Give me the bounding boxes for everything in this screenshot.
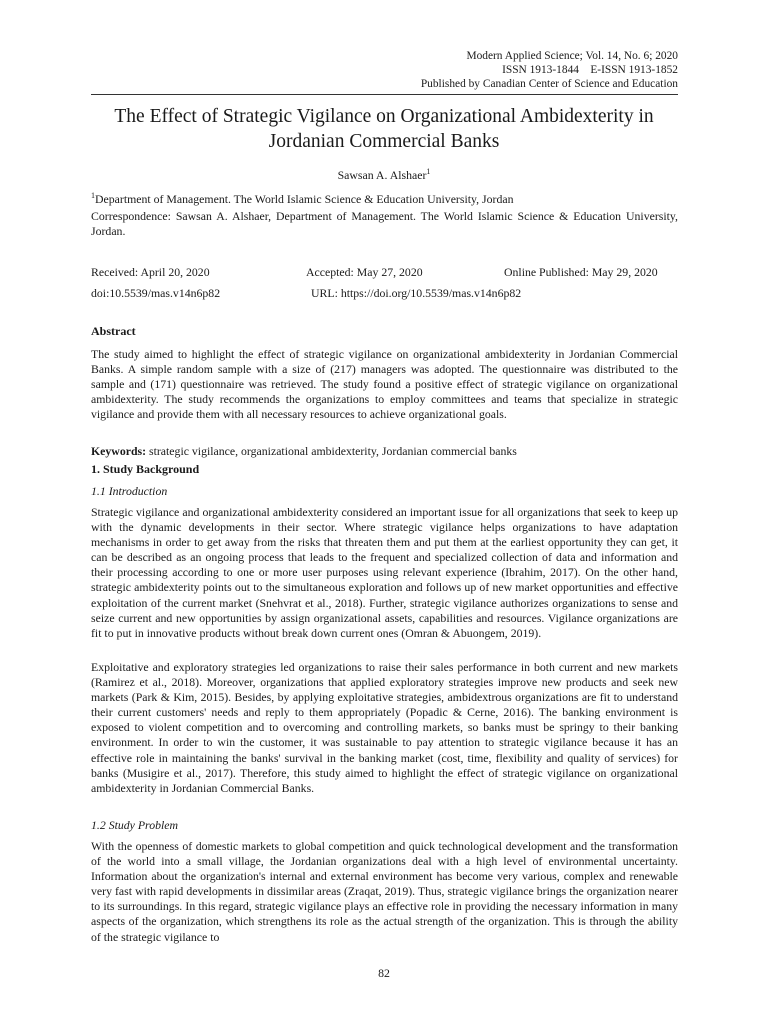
journal-header [421,49,678,91]
author-line [0,167,768,183]
journal-issn: ISSN 1913-1844 E-ISSN 1913-1852 [502,64,678,76]
header-divider [91,94,678,95]
journal-publisher: Published by Canadian Center of Science and Education [420,78,678,90]
keywords [91,444,517,459]
url-link[interactable]: URL: https://doi.org/10.5539/mas.v14n6p82 [311,286,522,300]
affiliation-superscript: 1 [91,191,95,200]
subsection-study-problem: 1.2 Study Problem [91,818,179,832]
doi-text: doi:10.5539/mas.v14n6p82 [91,286,221,300]
introduction-paragraph-2: Exploitative and exploratory strategies led organizations to raise their sales performance in both current and new markets (Ramirez et al., 2018). Moreover, organizations that applied exploratory strategies improve new products and seek new markets (Park & Kim, 2015). Besides, by applying exploitative strategies, ambidextrous organizations are fit to understand their current customers' needs and reply to them appropriately (Popadic & Cerne, 2016). The banking environment is exposed to violent competition and to overcoming and controlling markets, so banks must be springy to their banking environment. In order to win the customer, it was sustainable to pay attention to strategic vigilance because it has an effective role in maintaining the banks' survival in the banking market (cost, time, flexibility and quality of services) for banks (Musigire et al., 2017). Therefore, this study aimed to highlight the effect of strategic vigilance on organizational ambidexterity in Jordanian Commercial Banks. [91,660,678,795]
paper-title [80,104,688,154]
author-superscript: 1 [426,167,431,176]
page-number: 82 [378,966,390,980]
affiliation-text: Department of Management. The World Islamic Science & Education University, Jordan [95,191,514,206]
abstract-text: The study aimed to highlight the effect of strategic vigilance on organizational ambidexterity in Jordanian Commercial Banks. A simple random sample with a size of (217) managers was adopted. The questionnaire was distributed to the sample and (171) questionnaire was retrieved. The study found a positive effect of strategic vigilance on organizational ambidexterity. The study recommends the organizations to employ committees and teams that specialize in strategic vigilance and provide them with all necessary resources to achieve organizational goals. [91,347,678,422]
affiliation [91,188,678,207]
author-name: Sawsan A. Alshaer [337,167,427,182]
accepted-date: Accepted: May 27, 2020 [306,265,423,279]
introduction-paragraph-1: Strategic vigilance and organizational ambidexterity considered an important issue for all organizations that seek to keep up with the dynamic developments in their sector. Where strategic vigilance helps organizations to have adaptation mechanisms in order to get away from the risks that threaten them and put them at the earliest opportunity they can get, it can be described as an ongoing process that leads to the frequent and specialized collection of data and information and their processing according to one or more user purposes using relevant experience (Ibrahim, 2017). On the other hand, strategic ambidexterity points out to the simultaneous exploration and follows up of new market opportunities and effective exploitation of the current market (Snehvrat et al., 2018). Further, strategic vigilance authorizes organizations to sense and seize current and new opportunities by assign organizational assets, capabilities and resources. Vigilance organizations are fit to put in innovative products without break down current ones (Omran & Abuongem, 2019). [91,505,678,640]
published-date: Online Published: May 29, 2020 [504,265,658,279]
title-line-1: The Effect of Strategic Vigilance on Organizational Ambidexterity in [114,106,654,127]
study-problem-paragraph: With the openness of domestic markets to global competition and quick technological development and the transformation of the world into a small village, the Jordanian organizations deal with a high level of environmental uncertainty. Information about the organization's internal and external environment has become very various, complex and renewable very fast with rapid developments in dissimilar areas (Zraqat, 2019). Thus, strategic vigilance brings the organization nearer to its surroundings. In this regard, strategic vigilance plays an effective role in providing the necessary information in many aspects of the organization, which strengthens its role as the actual strength of the organization. This is through the ability of the strategic vigilance to [91,839,678,944]
keywords-text: strategic vigilance, organizational ambidexterity, Jordanian commercial banks [146,444,517,458]
correspondence: Correspondence: Sawsan A. Alshaer, Department of Management. The World Islamic Science & Education University, Jordan. [91,209,678,238]
subsection-introduction: 1.1 Introduction [91,484,168,498]
keywords-label: Keywords: [91,444,147,458]
section-heading: 1. Study Background [91,462,200,476]
journal-citation: Modern Applied Science; Vol. 14, No. 6; 2020 [466,50,678,62]
abstract-heading: Abstract [91,324,136,338]
title-line-2: Jordanian Commercial Banks [268,131,500,152]
received-date: Received: April 20, 2020 [91,265,210,279]
